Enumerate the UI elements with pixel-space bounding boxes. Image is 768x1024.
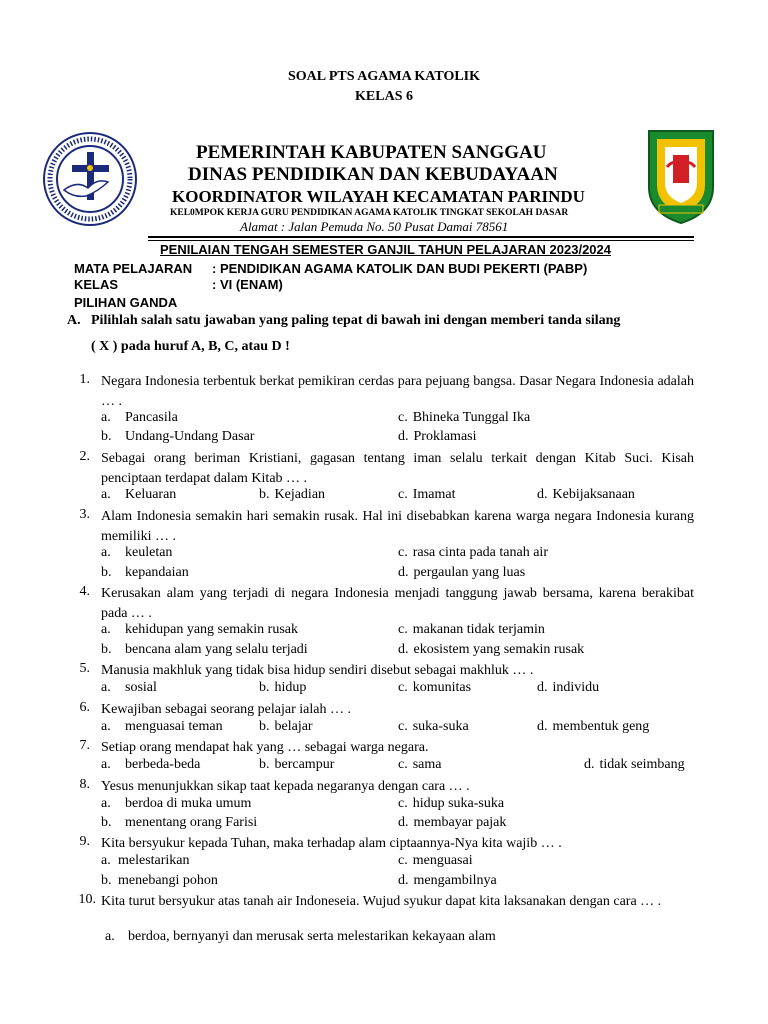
question-text: Sebagai orang beriman Kristiani, gagasan tentang iman selalu terkait dengan Kitab Suci. Kisah penciptaan terdapat dalam Kitab … .	[101, 451, 694, 486]
option-d[interactable]	[537, 680, 599, 696]
option-letter: d.	[398, 873, 409, 888]
question-number: 10.	[78, 892, 96, 907]
option-a[interactable]	[101, 622, 298, 638]
option-letter: b.	[259, 680, 270, 695]
option-text: Kebijaksanaan	[552, 487, 635, 502]
option-letter: a.	[101, 853, 111, 868]
option-text: rasa cinta pada tanah air	[412, 545, 548, 560]
option-text: hidup suka-suka	[412, 796, 505, 811]
letterhead-divider	[148, 236, 694, 238]
option-d[interactable]	[398, 642, 584, 658]
option-a[interactable]	[101, 545, 172, 561]
option-b[interactable]	[101, 429, 254, 445]
option-text: berdoa, bernyanyi dan merusak serta melestarikan kekayaan alam	[128, 929, 496, 944]
option-d[interactable]	[398, 815, 506, 831]
option-letter: d.	[537, 719, 548, 734]
option-text: menguasai teman	[125, 719, 223, 734]
dept-name: DINAS PENDIDIKAN DAN KEBUDAYAAN	[188, 164, 558, 185]
instruction-line1: Pilihlah salah satu jawaban yang paling tepat di bawah ini dengan memberi tanda silang	[91, 313, 621, 328]
question-number: 5.	[79, 661, 90, 676]
question-text: Yesus menunjukkan sikap taat kepada negaranya dengan cara … .	[101, 779, 470, 794]
option-text: Imamat	[412, 487, 456, 502]
option-letter: a.	[105, 929, 115, 944]
option-a[interactable]	[101, 796, 251, 812]
question-text: Kita turut bersyukur atas tanah air Indoneseia. Wujud syukur dapat kita laksanakan dengan cara … .	[101, 894, 662, 909]
class-label: KELAS	[74, 277, 119, 292]
option-text: berdoa di muka umum	[125, 796, 252, 811]
exam-title: PENILAIAN TENGAH SEMESTER GANJIL TAHUN PELAJARAN 2023/2024	[160, 242, 612, 257]
option-text: Bhineka Tunggal Ika	[412, 410, 531, 425]
question-text: Kerusakan alam yang terjadi di negara Indonesia menjadi tanggung jawab bersama, karena berakibat pada … .	[101, 586, 694, 621]
question-number: 2.	[79, 449, 90, 464]
option-text: Kejadian	[274, 487, 326, 502]
option-letter: b.	[101, 815, 112, 830]
option-text: hidup	[274, 680, 307, 695]
option-text: Proklamasi	[413, 429, 477, 444]
question-text: Setiap orang mendapat hak yang … sebagai warga negara.	[101, 740, 429, 755]
address: Alamat : Jalan Pemuda No. 50 Pusat Damai 78561	[240, 219, 509, 234]
question-text: Kewajiban sebagai seorang pelajar ialah … .	[101, 702, 351, 717]
option-letter: c.	[398, 719, 408, 734]
subject-value: : PENDIDIKAN AGAMA KATOLIK DAN BUDI PEKERTI (PABP)	[212, 261, 588, 276]
question-text: Negara Indonesia terbentuk berkat pemikiran cerdas para pejuang bangsa. Dasar Negara Indonesia adalah … .	[101, 374, 694, 409]
gov-name: PEMERINTAH KABUPATEN SANGGAU	[196, 142, 547, 163]
option-letter: a.	[101, 545, 111, 560]
question-text: Kita bersyukur kepada Tuhan, maka terhadap alam ciptaannya-Nya kita wajib … .	[101, 836, 562, 851]
option-d[interactable]	[398, 873, 497, 889]
option-text: suka-suka	[412, 719, 469, 734]
option-text: Undang-Undang Dasar	[125, 429, 255, 444]
option-text: bercampur	[274, 757, 335, 772]
option-text: bencana alam yang selalu terjadi	[125, 642, 308, 657]
subject-label: MATA PELAJARAN	[74, 261, 193, 276]
doc-title: SOAL PTS AGAMA KATOLIK	[287, 69, 481, 84]
option-letter: b.	[101, 565, 112, 580]
option-letter: d.	[537, 680, 548, 695]
option-b[interactable]	[259, 757, 334, 773]
option-text: sosial	[125, 680, 157, 695]
option-c[interactable]	[398, 545, 548, 561]
option-letter: a.	[101, 757, 111, 772]
option-letter: d.	[584, 757, 595, 772]
option-text: pergaulan yang luas	[413, 565, 526, 580]
option-text: menebangi pohon	[118, 873, 218, 888]
option-letter: a.	[101, 487, 111, 502]
instruction-line2: ( X ) pada huruf A, B, C, atau D !	[91, 339, 290, 354]
option-letter: c.	[398, 487, 408, 502]
option-text: kepandaian	[125, 565, 189, 580]
option-letter: d.	[398, 429, 409, 444]
option-letter: b.	[259, 487, 270, 502]
option-text: berbeda-beda	[125, 757, 201, 772]
option-d[interactable]	[398, 565, 525, 581]
option-b[interactable]	[101, 873, 218, 889]
option-text: menguasai	[412, 853, 473, 868]
class-value: : VI (ENAM)	[212, 277, 283, 292]
option-text: individu	[552, 680, 600, 695]
option-letter: b.	[259, 757, 270, 772]
option-letter: d.	[398, 815, 409, 830]
option-letter: b.	[101, 429, 112, 444]
kkg-seal-logo	[42, 130, 138, 228]
option-text: menentang orang Farisi	[125, 815, 258, 830]
option-a[interactable]	[101, 757, 200, 773]
option-text: komunitas	[412, 680, 472, 695]
option-a[interactable]	[101, 680, 157, 696]
instruction-letter: A.	[67, 313, 81, 328]
option-text: keuletan	[125, 545, 173, 560]
working-group-name: KEL0MPOK KERJA GURU PENDIDIKAN AGAMA KATOLIK TINGKAT SEKOLAH DASAR	[170, 208, 569, 218]
section-label: PILIHAN GANDA	[74, 295, 178, 310]
option-letter: c.	[398, 853, 408, 868]
option-text: kehidupan yang semakin rusak	[125, 622, 299, 637]
question-number: 3.	[79, 507, 90, 522]
option-text: Keluaran	[125, 487, 177, 502]
option-letter: a.	[101, 622, 111, 637]
option-b[interactable]	[101, 565, 189, 581]
option-a[interactable]	[101, 410, 178, 426]
option-letter: a.	[101, 680, 111, 695]
doc-class: KELAS 6	[355, 89, 413, 104]
option-a[interactable]	[105, 929, 496, 945]
option-c[interactable]	[398, 487, 455, 503]
option-letter: a.	[101, 719, 111, 734]
option-c[interactable]	[398, 757, 441, 773]
option-d[interactable]	[398, 429, 477, 445]
option-b[interactable]	[259, 719, 313, 735]
option-d[interactable]	[537, 719, 649, 735]
option-letter: c.	[398, 680, 408, 695]
letterhead-divider-thin	[148, 240, 694, 241]
option-text: Pancasila	[125, 410, 178, 425]
option-letter: b.	[259, 719, 270, 734]
option-letter: b.	[101, 873, 112, 888]
question-number: 9.	[79, 834, 90, 849]
option-text: membayar pajak	[413, 815, 507, 830]
question-text: Alam Indonesia semakin hari semakin rusak. Hal ini disebabkan karena warga negara Indonesia kurang memiliki … .	[101, 509, 694, 544]
question-number: 1.	[79, 372, 90, 387]
option-letter: d.	[398, 642, 409, 657]
question-number: 8.	[79, 777, 90, 792]
kabupaten-sanggau-emblem	[645, 127, 717, 225]
option-letter: c.	[398, 796, 408, 811]
option-letter: c.	[398, 410, 408, 425]
option-text: membentuk geng	[552, 719, 650, 734]
option-letter: b.	[101, 642, 112, 657]
option-text: melestarikan	[118, 853, 190, 868]
option-letter: a.	[101, 410, 111, 425]
option-letter: d.	[537, 487, 548, 502]
option-b[interactable]	[259, 680, 306, 696]
option-letter: a.	[101, 796, 111, 811]
option-b[interactable]	[259, 487, 325, 503]
option-b[interactable]	[101, 642, 308, 658]
question-text: Manusia makhluk yang tidak bisa hidup sendiri disebut sebagai makhluk … .	[101, 663, 534, 678]
option-a[interactable]	[101, 853, 190, 869]
option-c[interactable]	[398, 719, 469, 735]
option-letter: c.	[398, 757, 408, 772]
option-a[interactable]	[101, 487, 176, 503]
option-c[interactable]	[398, 622, 545, 638]
option-text: belajar	[274, 719, 313, 734]
option-text: makanan tidak terjamin	[412, 622, 545, 637]
option-d[interactable]	[537, 487, 635, 503]
option-a[interactable]	[101, 719, 223, 735]
option-letter: d.	[398, 565, 409, 580]
question-number: 4.	[79, 584, 90, 599]
option-d[interactable]	[584, 757, 685, 773]
option-letter: c.	[398, 622, 408, 637]
option-text: sama	[412, 757, 442, 772]
option-c[interactable]	[398, 796, 504, 812]
option-text: tidak seimbang	[599, 757, 685, 772]
option-text: ekosistem yang semakin rusak	[413, 642, 585, 657]
option-text: mengambilnya	[413, 873, 497, 888]
option-c[interactable]	[398, 853, 473, 869]
option-letter: c.	[398, 545, 408, 560]
question-number: 7.	[79, 738, 90, 753]
option-b[interactable]	[101, 815, 257, 831]
option-c[interactable]	[398, 410, 530, 426]
coordinator-name: KOORDINATOR WILAYAH KECAMATAN PARINDU	[172, 187, 585, 206]
question-number: 6.	[79, 700, 90, 715]
option-c[interactable]	[398, 680, 471, 696]
